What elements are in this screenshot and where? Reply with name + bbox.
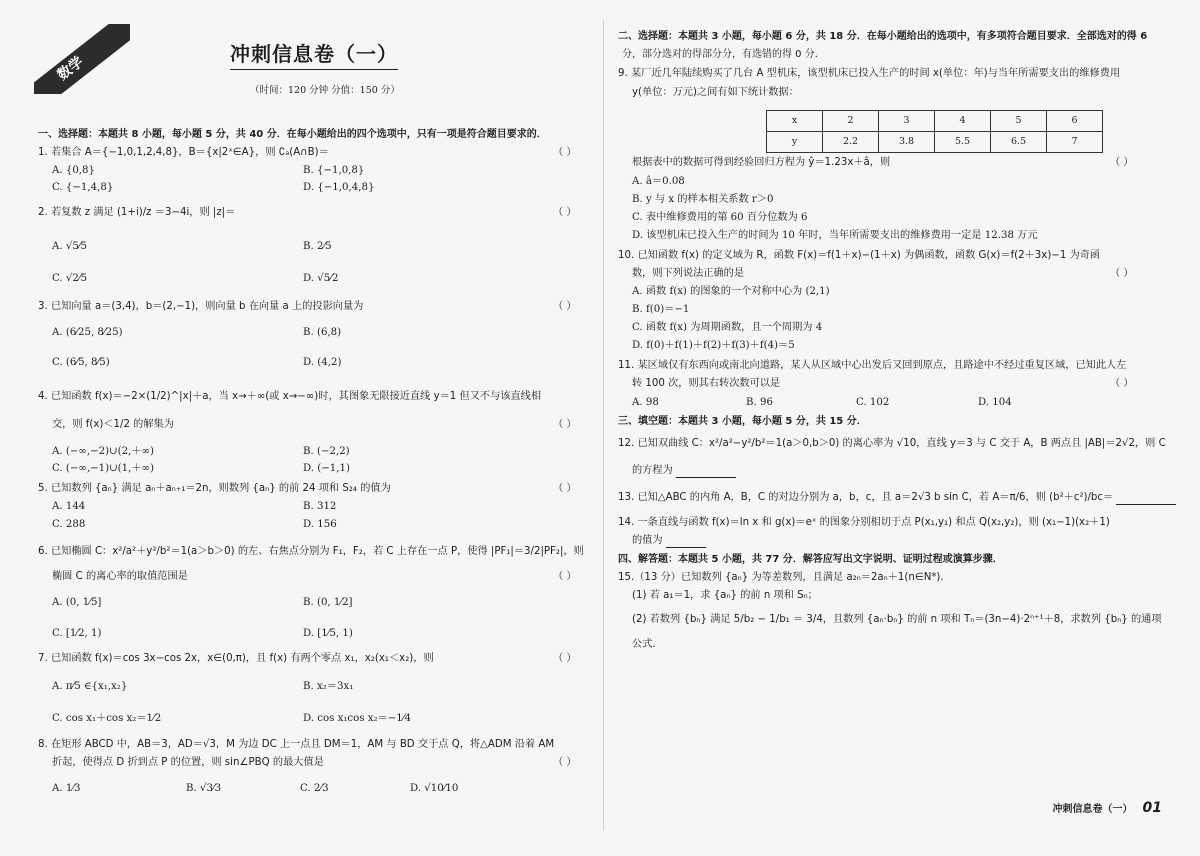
answer-bracket: （ ） bbox=[553, 147, 577, 158]
answer-blank bbox=[666, 537, 706, 548]
q3-option-a: A. (6⁄25, 8⁄25) bbox=[52, 327, 123, 338]
left-column bbox=[38, 0, 593, 856]
q11-option-b: B. 96 bbox=[746, 397, 773, 408]
subject-label: 数学 bbox=[54, 53, 87, 84]
question-1: 1. 若集合 A＝{−1,0,1,2,4,8}，B＝{x|2ˣ∈A}，则 ∁ₐ(A∩B)＝ bbox=[38, 147, 329, 158]
table-row bbox=[767, 111, 1103, 132]
question-10-line-1: 10. 已知函数 f(x) 的定义域为 R，函数 F(x)＝f(1＋x)−(1＋x) 为偶函数，函数 G(x)＝f(2＋3x)−1 为奇函 bbox=[618, 250, 1101, 261]
q5-option-c: C. 288 bbox=[52, 519, 86, 530]
q2-option-a: A. √5⁄5 bbox=[52, 241, 87, 252]
answer-bracket: （ ） bbox=[553, 653, 577, 664]
answer-bracket: （ ） bbox=[553, 483, 577, 494]
answer-bracket: （ ） bbox=[553, 419, 577, 430]
question-15-part-2: (2) 若数列 {bₙ} 满足 5/b₂ − 1/b₁ ＝ 3/4，且数列 {aₙ·bₙ} 的前 n 项和 Tₙ＝(3n−4)·2ⁿ⁺¹＋8，求数列 {bₙ} 的通项 bbox=[632, 614, 1162, 625]
column-divider bbox=[603, 20, 604, 830]
table-row bbox=[767, 132, 1103, 153]
answer-bracket: （ ） bbox=[553, 301, 577, 312]
q11-option-c: C. 102 bbox=[856, 397, 890, 408]
question-12-line-1: 12. 已知双曲线 C：x²/a²−y²/b²＝1(a＞0,b＞0) 的离心率为 √10，直线 y＝3 与 C 交于 A，B 两点且 |AB|＝2√2，则 C bbox=[618, 438, 1166, 449]
q7-option-a: A. π⁄5 ∈{x₁,x₂} bbox=[52, 681, 128, 692]
section-heading-2-cont: 分，部分选对的得部分分，有选错的得 0 分． bbox=[622, 49, 825, 60]
q6-option-a: A. (0, 1⁄5] bbox=[52, 597, 102, 608]
table-cell: 2.2 bbox=[823, 132, 879, 153]
section-heading-4: 四、解答题：本题共 5 小题，共 77 分．解答应写出文字说明、证明过程或演算步骤． bbox=[618, 554, 1003, 565]
q3-option-d: D. (4,2) bbox=[303, 357, 342, 368]
q3-option-b: B. (6,8) bbox=[303, 327, 342, 338]
table-cell: 3 bbox=[879, 111, 935, 132]
q5-option-d: D. 156 bbox=[303, 519, 337, 530]
section-heading-2: 二、选择题：本题共 3 小题，每小题 6 分，共 18 分．在每小题给出的选项中，有多项符合题目要求．全部选对的得 6 bbox=[618, 31, 1148, 42]
q9-option-c: C. 表中维修费用的第 60 百分位数为 6 bbox=[632, 212, 808, 223]
question-8-line-1: 8. 在矩形 ABCD 中，AB＝3，AD＝√3，M 为边 DC 上一点且 DM＝1，AM 与 BD 交于点 Q，将△ADM 沿着 AM bbox=[38, 739, 555, 750]
answer-bracket: （ ） bbox=[553, 757, 577, 768]
table-cell: 3.8 bbox=[879, 132, 935, 153]
q8-option-c: C. 2⁄3 bbox=[300, 783, 329, 794]
q11-option-a: A. 98 bbox=[632, 397, 659, 408]
table-cell: 6 bbox=[1047, 111, 1103, 132]
question-7: 7. 已知函数 f(x)＝cos 3x−cos 2x，x∈(0,π)，且 f(x) 有两个零点 x₁，x₂(x₁＜x₂)，则 bbox=[38, 653, 434, 664]
q7-option-c: C. cos x₁＋cos x₂＝1⁄2 bbox=[52, 713, 162, 724]
answer-blank bbox=[1116, 494, 1176, 505]
q9-option-a: A. â＝0.08 bbox=[632, 176, 685, 187]
q6-option-d: D. [1⁄5, 1) bbox=[303, 628, 353, 639]
question-6-line-1: 6. 已知椭圆 C：x²/a²＋y²/b²＝1(a＞b＞0) 的左、右焦点分别为 F₁，F₂，若 C 上存在一点 P，使得 |PF₁|＝3/2|PF₂|，则 bbox=[38, 546, 584, 557]
answer-bracket: （ ） bbox=[553, 207, 577, 218]
question-14-line-1: 14. 一条直线与函数 f(x)＝ln x 和 g(x)＝eˣ 的图象分别相切于点 P(x₁,y₁) 和点 Q(x₂,y₂)，则 (x₁−1)(x₂＋1) bbox=[618, 517, 1110, 528]
question-9-line-2: y(单位：万元)之间有如下统计数据： bbox=[632, 87, 799, 98]
table-cell: 2 bbox=[823, 111, 879, 132]
q8-option-a: A. 1⁄3 bbox=[52, 783, 81, 794]
question-5: 5. 已知数列 {aₙ} 满足 aₙ＋aₙ₊₁＝2n，则数列 {aₙ} 的前 24 项和 S₂₄ 的值为 bbox=[38, 483, 391, 494]
table-cell: 5 bbox=[991, 111, 1047, 132]
q8-option-b: B. √3⁄3 bbox=[186, 783, 222, 794]
q1-option-c: C. {−1,4,8} bbox=[52, 182, 114, 193]
question-9-line-3: 根据表中的数据可得到经验回归方程为 ŷ＝1.23x＋â，则 bbox=[632, 157, 891, 168]
question-15: 15.（13 分）已知数列 {aₙ} 为等差数列，且满足 a₂ₙ＝2aₙ＋1(n∈N*)． bbox=[618, 572, 951, 583]
question-11-line-1: 11. 某区域仅有东西向或南北向道路，某人从区域中心出发后又回到原点，且路途中不经过重复区域，已知此人左 bbox=[618, 360, 1127, 371]
question-4-line-2: 交，则 f(x)＜1/2 的解集为 bbox=[52, 419, 174, 430]
q2-option-c: C. √2⁄5 bbox=[52, 273, 88, 284]
table-cell: y bbox=[767, 132, 823, 153]
q2-option-d: D. √5⁄2 bbox=[303, 273, 339, 284]
q10-option-c: C. 函数 f(x) 为周期函数，且一个周期为 4 bbox=[632, 322, 823, 333]
question-9-line-1: 9. 某厂近几年陆续购买了几台 A 型机床，该型机床已投入生产的时间 x(单位：年)与当年所需要支出的维修费用 bbox=[618, 68, 1121, 79]
footer-label: 冲刺信息卷（一） bbox=[1052, 804, 1133, 815]
q7-option-d: D. cos x₁cos x₂＝−1⁄4 bbox=[303, 713, 411, 724]
q1-option-d: D. {−1,0,4,8} bbox=[303, 182, 375, 193]
answer-bracket: （ ） bbox=[1110, 268, 1134, 279]
answer-bracket: （ ） bbox=[1110, 157, 1134, 168]
question-6-line-2: 椭圆 C 的离心率的取值范围是 bbox=[52, 571, 188, 582]
q6-option-b: B. (0, 1⁄2] bbox=[303, 597, 353, 608]
q1-option-b: B. {−1,0,8} bbox=[303, 165, 365, 176]
q7-option-b: B. x₂＝3x₁ bbox=[303, 681, 354, 692]
question-4-line-1: 4. 已知函数 f(x)＝−2×(1/2)^|x|＋a，当 x→＋∞(或 x→−∞)时，其图象无限接近直线 y＝1 但又不与该直线相 bbox=[38, 391, 542, 402]
section-heading-1: 一、选择题：本题共 8 小题，每小题 5 分，共 40 分．在每小题给出的四个选项中，只有一项是符合题目要求的． bbox=[38, 129, 547, 140]
q10-option-a: A. 函数 f(x) 的图象的一个对称中心为 (2,1) bbox=[632, 286, 830, 297]
exam-info: （时间：120 分钟 分值：150 分） bbox=[250, 85, 400, 96]
question-2: 2. 若复数 z 满足 (1+i)/z ＝3−4i，则 |z|＝ bbox=[38, 207, 236, 218]
page-number: 01 bbox=[1142, 800, 1162, 816]
answer-blank bbox=[676, 467, 736, 478]
page-footer bbox=[1053, 800, 1162, 816]
table-cell: 5.5 bbox=[935, 132, 991, 153]
table-cell: 4 bbox=[935, 111, 991, 132]
q1-option-a: A. {0,8} bbox=[52, 165, 95, 176]
question-12-line-2: 的方程为 bbox=[632, 464, 736, 478]
question-15-part-1: (1) 若 a₁＝1，求 {aₙ} 的前 n 项和 Sₙ； bbox=[632, 590, 818, 601]
q11-option-d: D. 104 bbox=[978, 397, 1012, 408]
question-10-line-2: 数，则下列说法正确的是 bbox=[632, 268, 745, 279]
q9-option-d: D. 该型机床已投入生产的时间为 10 年时，当年所需要支出的维修费用一定是 12.38 万元 bbox=[632, 230, 1038, 241]
question-15-part-2-cont: 公式． bbox=[632, 639, 663, 650]
q6-option-c: C. [1⁄2, 1) bbox=[52, 628, 102, 639]
q5-option-b: B. 312 bbox=[303, 501, 337, 512]
q8-option-d: D. √10⁄10 bbox=[410, 783, 459, 794]
q5-option-a: A. 144 bbox=[52, 501, 86, 512]
q10-option-d: D. f(0)＋f(1)＋f(2)＋f(3)＋f(4)＝5 bbox=[632, 340, 795, 351]
page-title: 冲刺信息卷（一） bbox=[230, 38, 398, 70]
question-14-line-2: 的值为 bbox=[632, 534, 706, 548]
table-cell: 7 bbox=[1047, 132, 1103, 153]
q4-option-a: A. (−∞,−2)∪(2,＋∞) bbox=[52, 446, 154, 457]
q4-option-b: B. (−2,2) bbox=[303, 446, 350, 457]
question-8-line-2: 折起，使得点 D 折到点 P 的位置，则 sin∠PBQ 的最大值是 bbox=[52, 757, 324, 768]
q4-option-c: C. (−∞,−1)∪(1,＋∞) bbox=[52, 463, 155, 474]
question-13: 13. 已知△ABC 的内角 A，B，C 的对边分别为 a，b，c，且 a＝2√3 b sin C，若 A＝π/6，则 (b²＋c²)/bc＝ bbox=[618, 491, 1176, 505]
q3-option-c: C. (6⁄5, 8⁄5) bbox=[52, 357, 110, 368]
answer-bracket: （ ） bbox=[553, 571, 577, 582]
table-cell: 6.5 bbox=[991, 132, 1047, 153]
q2-option-b: B. 2⁄5 bbox=[303, 241, 332, 252]
section-heading-3: 三、填空题：本题共 3 小题，每小题 5 分，共 15 分． bbox=[618, 416, 867, 427]
q9-option-b: B. y 与 x 的样本相关系数 r＞0 bbox=[632, 194, 774, 205]
question-3: 3. 已知向量 a＝(3,4)，b＝(2,−1)，则向量 b 在向量 a 上的投影向量为 bbox=[38, 301, 364, 312]
right-column bbox=[618, 0, 1166, 856]
table-cell: x bbox=[767, 111, 823, 132]
q10-option-b: B. f(0)＝−1 bbox=[632, 304, 690, 315]
answer-bracket: （ ） bbox=[1110, 378, 1134, 389]
statistics-table bbox=[766, 110, 1103, 153]
q4-option-d: D. (−1,1) bbox=[303, 463, 350, 474]
question-11-line-2: 转 100 次，则其右转次数可以是 bbox=[632, 378, 781, 389]
